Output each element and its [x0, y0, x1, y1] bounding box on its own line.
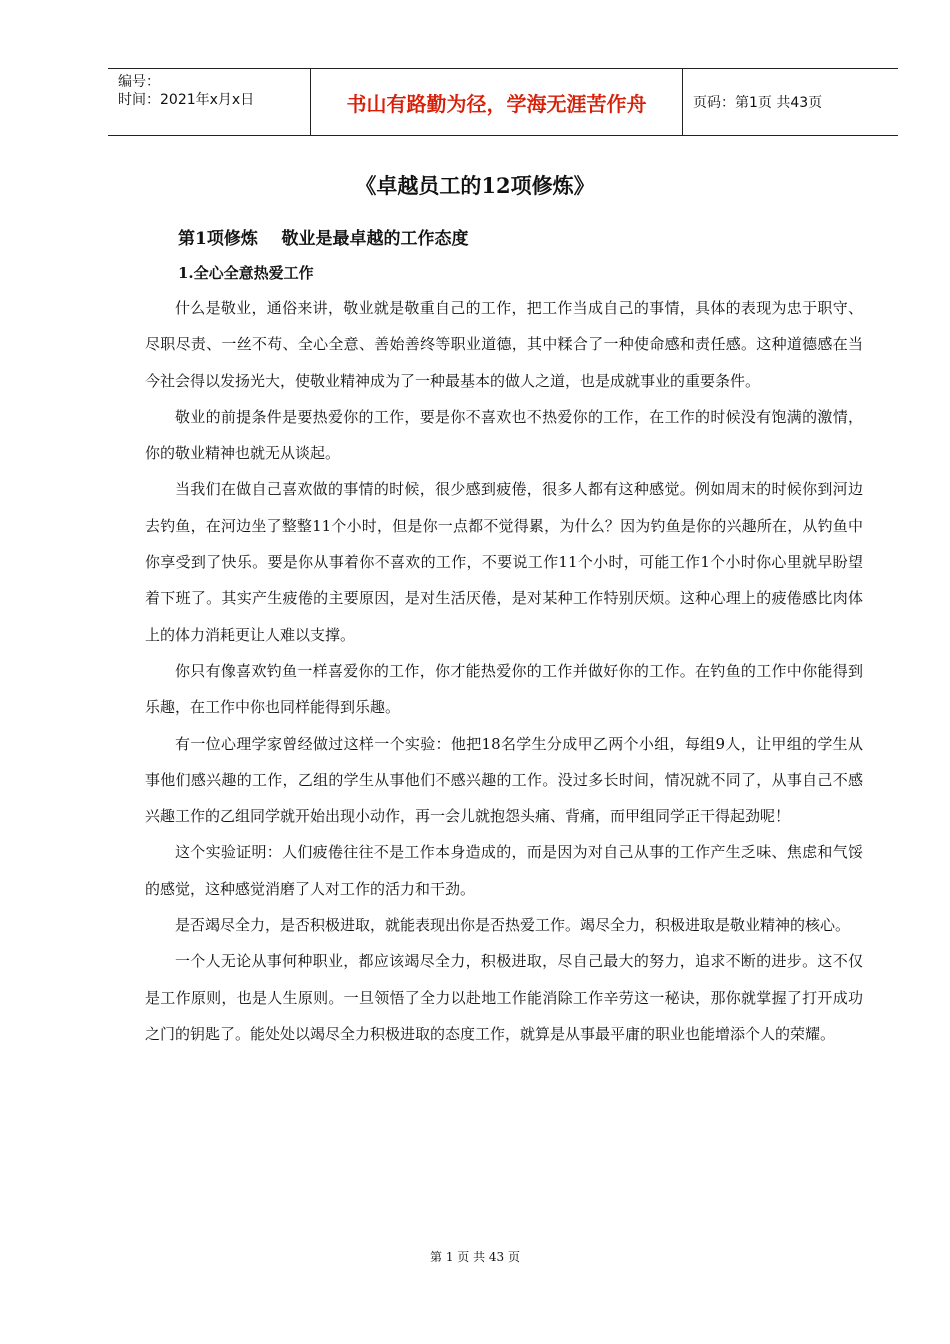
- number-label: 编号：: [118, 74, 160, 90]
- paragraph: 什么是敬业，通俗来讲，敬业就是敬重自己的工作，把工作当成自己的事情，具体的表现为忠于职守、尽职尽责、一丝不苟、全心全意、善始善终等职业道德，其中糅合了一种使命感和责任感。这种道德感在当今社会得以发扬光大，使敬业精神成为了一种最基本的做人之道，也是成就事业的重要条件。: [145, 299, 863, 390]
- paragraph: 这个实验证明：人们疲倦往往不是工作本身造成的，而是因为对自己从事的工作产生乏味、焦虑和气馁的感觉，这种感觉消磨了人对工作的活力和干劲。: [145, 843, 863, 898]
- paragraph: 当我们在做自己喜欢做的事情的时候，很少感到疲倦，很多人都有这种感觉。例如周末的时候你到河边去钓鱼，在河边坐了整整11个小时，但是你一点都不觉得累，为什么？因为钓鱼是你的兴趣所在，从钓鱼中你享受到了快乐。要是你从事着你不喜欢的工作，不要说工作11个小时，可能工作1个小时你心里就早盼望着下班了。其实产生疲倦的主要原因，是对生活厌倦，是对某种工作特别厌烦。这种心理上的疲倦感比肉体上的体力消耗更让人难以支撑。: [145, 480, 863, 644]
- page-footer: 第 1 页 共 43 页: [430, 1250, 520, 1264]
- paragraph: 一个人无论从事何种职业，都应该竭尽全力，积极进取，尽自己最大的努力，追求不断的进步。这不仅是工作原则，也是人生原则。一旦领悟了全力以赴地工作能消除工作辛劳这一秘诀，那你就掌握了打开成功之门的钥匙了。能处处以竭尽全力积极进取的态度工作，就算是从事最平庸的职业也能增添个人的荣耀。: [145, 952, 863, 1043]
- page-header: [108, 68, 898, 136]
- section-title: 第1项修炼 敬业是最卓越的工作态度: [178, 229, 469, 249]
- paragraph: 有一位心理学家曾经做过这样一个实验：他把18名学生分成甲乙两个小组，每组9人，让甲组的学生从事他们感兴趣的工作，乙组的学生从事他们不感兴趣的工作。没过多长时间，情况就不同了，从事自己不感兴趣工作的乙组同学就开始出现小动作，再一会儿就抱怨头痛、背痛，而甲组同学正干得起劲呢！: [145, 734, 863, 826]
- paragraph: 你只有像喜欢钓鱼一样喜爱你的工作，你才能热爱你的工作并做好你的工作。在钓鱼的工作中你能得到乐趣，在工作中你也同样能得到乐趣。: [145, 661, 863, 717]
- header-meta: [108, 69, 311, 135]
- subsection-title: 1.全心全意热爱工作: [178, 264, 314, 282]
- paragraph: 是否竭尽全力，是否积极进取，就能表现出你是否热爱工作。竭尽全力，积极进取是敬业精神的核心。: [175, 916, 851, 935]
- document-title: 《卓越员工的12项修炼》: [355, 173, 595, 198]
- header-motto: 书山有路勤为径，学海无涯苦作舟: [311, 69, 683, 135]
- date-line: 时间：2021年x月x日: [118, 92, 255, 108]
- document-body: [145, 290, 863, 1052]
- paragraph: 敬业的前提条件是要热爱你的工作，要是你不喜欢也不热爱你的工作，在工作的时候没有饱满的激情，你的敬业精神也就无从谈起。: [145, 407, 863, 463]
- header-page-info: 页码：第1页 共43页: [693, 95, 823, 111]
